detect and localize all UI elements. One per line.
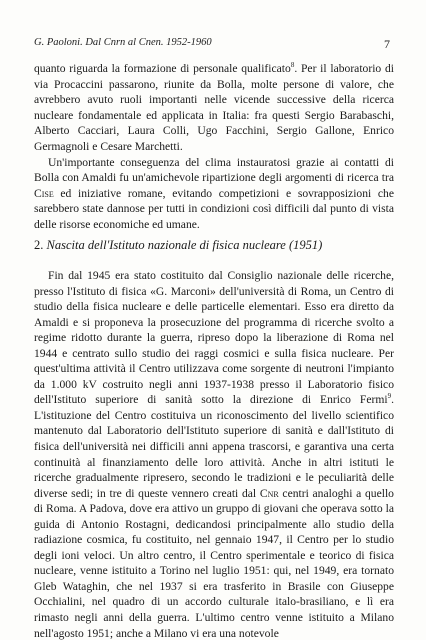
paragraph-1-text-b: . Per il laboratorio di via Procaccini passarono, riunite da Bolla, molte persone di valore, che avrebbero avuto ruoli importanti nelle vicende successive della ricerca nucleare fondamentale ed applicata in Italia: fra questi Sergio Barabaschi, Alberto Cacciari, Laura Colli, Ugo Facchini, Sergio Gallone, Enrico Germagnoli e Cesare Marchetti. [34, 62, 394, 153]
section-heading [34, 238, 394, 253]
paragraph-3-text-a: Fin dal 1945 era stato costituito dal Consiglio nazionale delle ricerche, presso l'Istituto di fisica «G. Marconi» dell'università di Roma, un Centro di studio della fisica nucleare e delle particelle elementari. Esso era diretto da Amaldi e si proponeva la prosecuzione del programma di ricerche svolto a regime ridotto durante la guerra, ripreso dopo la liberazione di Roma nel 1944 e centrato sullo studio dei raggi cosmici e sulla fisica nucleare. Per quest'ultima attività il Centro utilizzava come sorgente di neutroni l'impianto da 1.000 kV costruito negli anni 1937-1938 presso il Laboratorio fisico dell'Istituto superiore di sanità sotto la direzione di Enrico Fermi [34, 269, 394, 407]
section-title: Nascita dell'Istituto nazionale di fisica nucleare (1951) [46, 238, 323, 252]
running-head-title: G. Paoloni. Dal Cnrn al Cnen. 1952-1960 [34, 37, 212, 48]
footnote-ref-9: 9 [387, 392, 392, 401]
paragraph-1 [34, 61, 394, 155]
running-head [34, 37, 390, 53]
paragraph-3 [34, 268, 394, 641]
page-number: 7 [384, 37, 390, 51]
paragraph-3-text-b: . L'istituzione del Centro costituiva un riconoscimento del livello scientifico mantenuto dal Laboratorio dell'Istituto superiore di sanità e dall'Istituto di fisica dell'università nei difficili anni appena trascorsi, e garantiva una certa continuità al finanziamento delle loro attività. Anche in altri istituti le ricerche gradualmente ripresero, secondo le tradizioni e le peculiarità delle diverse sedi; in tre di queste vennero creati dal [34, 393, 394, 500]
paragraph-2-text-a: Un'importante conseguenza del clima instauratosi grazie ai contatti di Bolla con Amaldi fu un'amichevole ripartizione degli argomenti di ricerca tra [34, 155, 394, 185]
paragraph-1-text-a: quanto riguarda la formazione di personale qualificato [34, 62, 291, 75]
paragraph-2-text-b: ed iniziative romane, evitando competizioni e sovrapposizioni che sarebbero state dannose per tutti in condizioni così difficili dal punto di vista delle risorse economiche ed umane. [34, 186, 394, 231]
body-text-top [34, 61, 394, 233]
abbr-cise: Cise [34, 186, 54, 200]
abbr-cnr: Cnr [259, 486, 279, 500]
paragraph-3-text-c: centri analoghi a quello di Roma. A Padova, dove era attivo un gruppo di giovani che operava sotto la guida di Antonio Rostagni, dedicandosi principalmente allo studio della radiazione cosmica, fu costituito, nel gennaio 1947, il Centro per lo studio degli ioni veloci. Un altro centro, il Centro sperimentale e teorico di fisica nucleare, venne istituito a Torino nel luglio 1951: qui, nel 1949, era tornato Gleb Wataghin, che nel 1937 si era trasferito in Brasile con Giuseppe Occhialini, nel quadro di un accordo culturale italo-brasiliano, e lì era rimasto negli anni della guerra. L'ultimo centro venne istituito a Milano nell'agosto 1951; anche a Milano vi era una notevole [34, 486, 394, 640]
section-number: 2. [34, 238, 44, 252]
footnote-ref-8: 8 [290, 61, 295, 70]
body-text-section [34, 268, 394, 641]
paragraph-2 [34, 155, 394, 233]
